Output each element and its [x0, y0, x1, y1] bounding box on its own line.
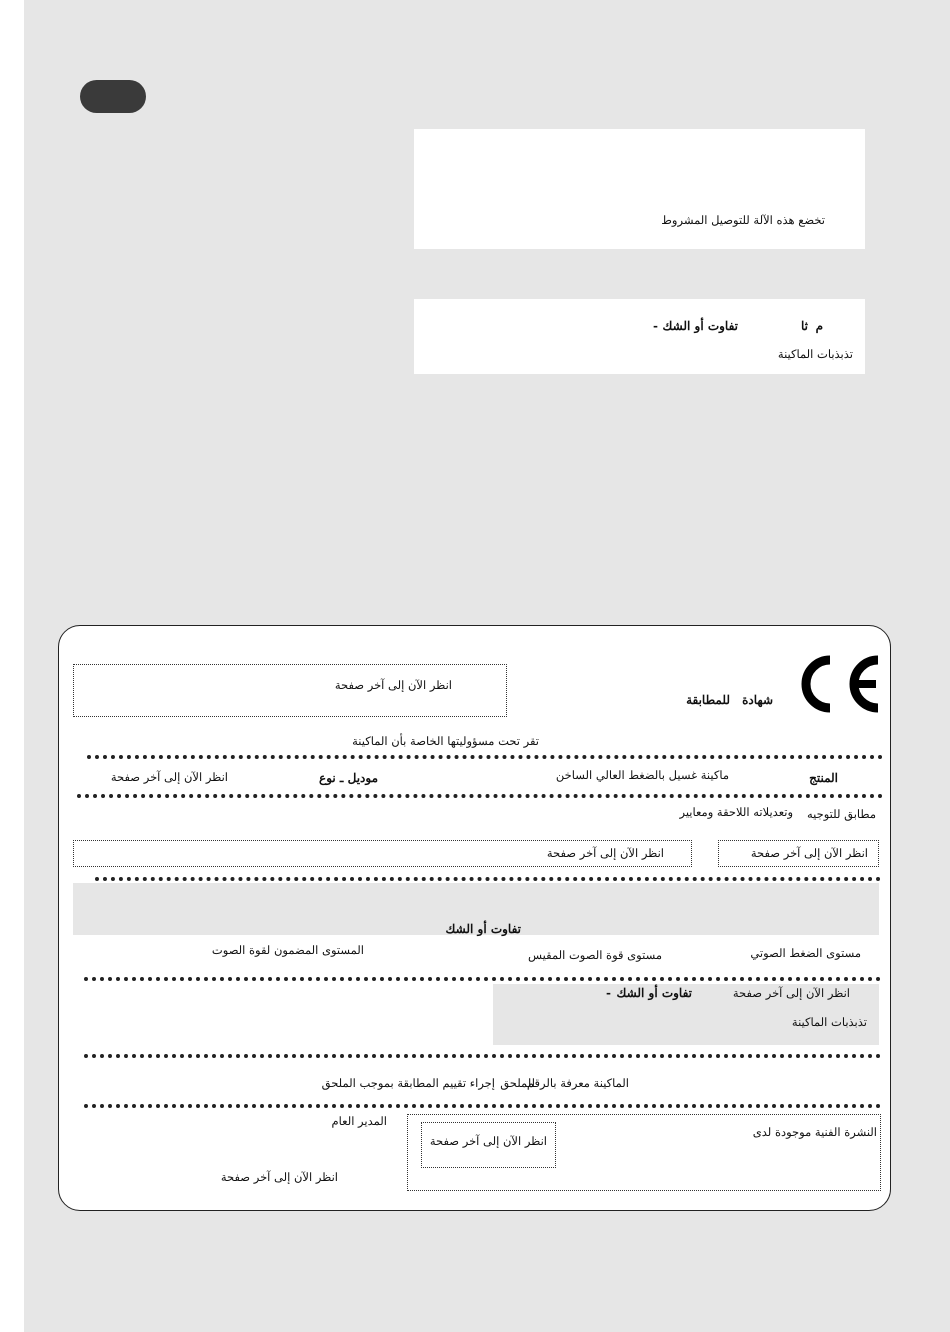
- divider: [84, 977, 881, 981]
- general-manager-label: المدير العام: [331, 1114, 387, 1128]
- vibration-tolerance-dash: -: [606, 986, 611, 1000]
- tolerance-label: تفاوت أو الشك: [662, 319, 738, 333]
- see-last-page-manager: انظر الآن إلى آخر صفحة: [220, 1170, 338, 1184]
- conformity-certificate: [58, 625, 891, 1211]
- directive-box: [73, 840, 692, 867]
- technical-file-label: النشرة الفنية موجودة لدى: [752, 1125, 877, 1139]
- page-number-badge: [80, 80, 146, 113]
- see-last-page-manufacturer: انظر الآن إلى آخر صفحة: [334, 678, 452, 692]
- product-value: ماكينة غسيل بالضغط العالي الساخن: [555, 768, 729, 782]
- sound-pressure-label: مستوى الضغط الصوتي: [750, 946, 861, 960]
- label-m: م: [815, 319, 823, 333]
- product-label: المنتج: [809, 771, 838, 785]
- manufacturer-box: [73, 664, 507, 717]
- vibration-tolerance-label: تفاوت أو الشك: [616, 986, 692, 1000]
- machine-vibration: تذبذبات الماكينة: [791, 1015, 867, 1029]
- divider: [95, 877, 881, 881]
- see-last-page-model: انظر الآن إلى آخر صفحة: [110, 770, 228, 784]
- ce-mark-icon: [792, 651, 884, 717]
- label-tha: ثا: [801, 319, 808, 333]
- declaration-text: تقر تحت مسؤوليتها الخاصة بأن الماكينة: [352, 734, 539, 748]
- annex-label: للملحق: [500, 1076, 535, 1090]
- see-last-page-vibration: انظر الآن إلى آخر صفحة: [732, 986, 850, 1000]
- divider: [77, 794, 883, 798]
- vibration-band: [493, 984, 879, 1045]
- see-last-page-directive: انظر الآن إلى آخر صفحة: [546, 846, 664, 860]
- tolerance-dash: -: [653, 319, 658, 333]
- divider: [84, 1054, 881, 1058]
- divider: [84, 1104, 881, 1108]
- sound-tolerance-label: تفاوت أو الشك: [445, 922, 521, 936]
- signature-box: [421, 1122, 556, 1168]
- certificate-title-conformity: للمطابقة: [686, 693, 730, 707]
- measured-sound-power-label: مستوى قوة الصوت المقيس: [528, 948, 662, 962]
- model-label: موديل ـ نوع: [319, 771, 378, 785]
- guaranteed-sound-power-label: المستوى المضمون لقوة الصوت: [211, 943, 364, 957]
- conforms-directive: مطابق للتوجيه: [806, 807, 876, 821]
- identified-machine-label: الماكينة معرفة بالرقم: [526, 1076, 629, 1090]
- see-last-page-signature: انظر الآن إلى آخر صفحة: [429, 1134, 547, 1148]
- divider: [87, 755, 883, 759]
- machine-vibration-label: تذبذبات الماكينة: [777, 347, 853, 361]
- connection-note: تخضع هذه الآلة للتوصيل المشروط: [661, 213, 825, 227]
- standards-box: [718, 840, 879, 867]
- vibration-note-box: [414, 299, 865, 374]
- see-last-page-standards: انظر الآن إلى آخر صفحة: [750, 846, 868, 860]
- assessment-procedure-label: إجراء تقييم المطابقة بموجب الملحق: [321, 1076, 495, 1090]
- connection-note-box: [414, 129, 865, 249]
- certificate-title: شهادة: [742, 693, 773, 707]
- amendments-standards: وتعديلاته اللاحقة ومعايير: [679, 805, 793, 819]
